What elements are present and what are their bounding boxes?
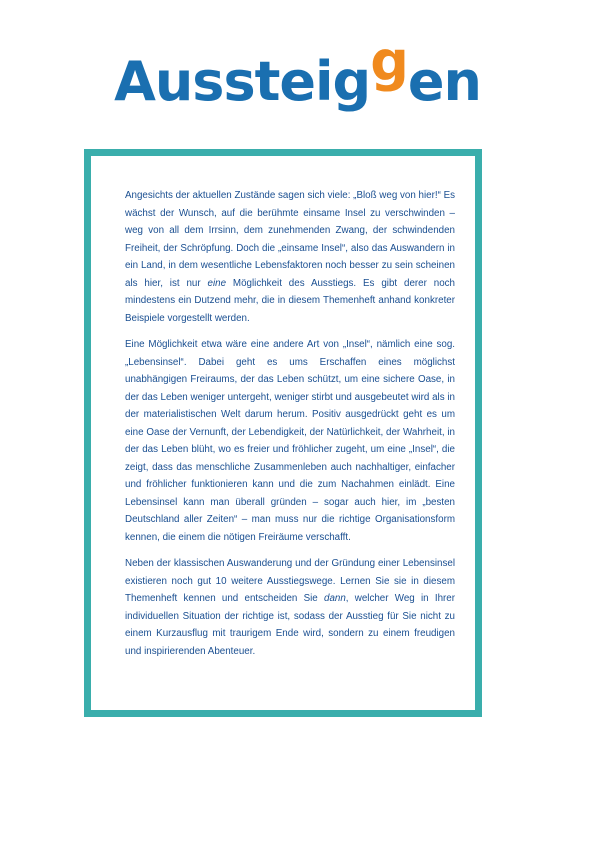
paragraph-1 <box>125 187 455 327</box>
title-part-1: Aussteig <box>114 50 371 113</box>
paragraph-1-text-b: Möglichkeit des Ausstiegs. Es gibt derer noch mindestens ein Dutzend mehr, die in diesem Themenheft anhand konkreter Beispiele vorgestellt werden. <box>125 277 455 324</box>
paragraph-1-emphasis: eine <box>207 277 227 289</box>
page-title <box>0 30 595 122</box>
paragraph-1-text-a: Angesichts der aktuellen Zustände sagen sich viele: „Bloß weg von hier!“ Es wächst der Wunsch, auf die berühmte einsame Insel zu verschwinden – weg von all dem Irrsinn, dem zunehmenden Zwang, der schwindenden Freiheit, der Schröpfung. Doch die „einsame Insel“, also das Auswandern in ein Land, in dem wesentliche Lebensfaktoren noch besser zu sein scheinen als hier, ist nur <box>125 190 455 289</box>
paragraph-3-emphasis: dann <box>324 593 346 604</box>
paragraph-3 <box>125 555 455 660</box>
body-text <box>125 187 455 669</box>
paragraph-2: Eine Möglichkeit etwa wäre eine andere Art von „Insel“, nämlich eine sog. „Lebensinsel“. Dabei geht es ums Erschaffen eines möglichst unabhängigen Freiraums, der das Leben schützt, um eine sichere Oase, in der das Leben weniger untergeht, weniger stirbt und ausgebeutet wird als in der materialistischen Welt darum herum. Positiv ausgedrückt geht es um eine Oase der Vernunft, der Lebendigkeit, der Natürlichkeit, der Wahrheit, in der das Leben blüht, wo es freier und fröhlicher zugeht, um eine „Insel“, die zeigt, dass das menschliche Zusammenleben auch nachhaltiger, einfacher und fröhlicher funktionieren kann und die zum Nachahmen einlädt. Eine Lebensinsel kann man überall gründen – sogar auch hier, im „besten Deutschland aller Zeiten“ – man muss nur die richtige Organisationsform kennen, die einem die nötigen Freiräume verschafft. <box>125 339 455 543</box>
paragraph-3-text-b: , welcher Weg in Ihrer individuellen Situation der richtige ist, sodass der Ausstieg für Sie nicht zu einem Kurzausflug mit traurigem Ende wird, sondern zu einem freudigen und inspirierenden Abenteuer. <box>125 593 455 657</box>
paragraph-3-text-a: Neben der klassischen Auswanderung und der Gründung einer Lebensinsel existieren noch gut 10 weitere Ausstiegswege. Lernen Sie sie in diesem Themenheft kennen und entscheiden Sie <box>125 558 455 604</box>
title-part-2: en <box>407 50 481 113</box>
text-frame <box>84 149 482 717</box>
title-raised-letter: g <box>370 30 408 93</box>
